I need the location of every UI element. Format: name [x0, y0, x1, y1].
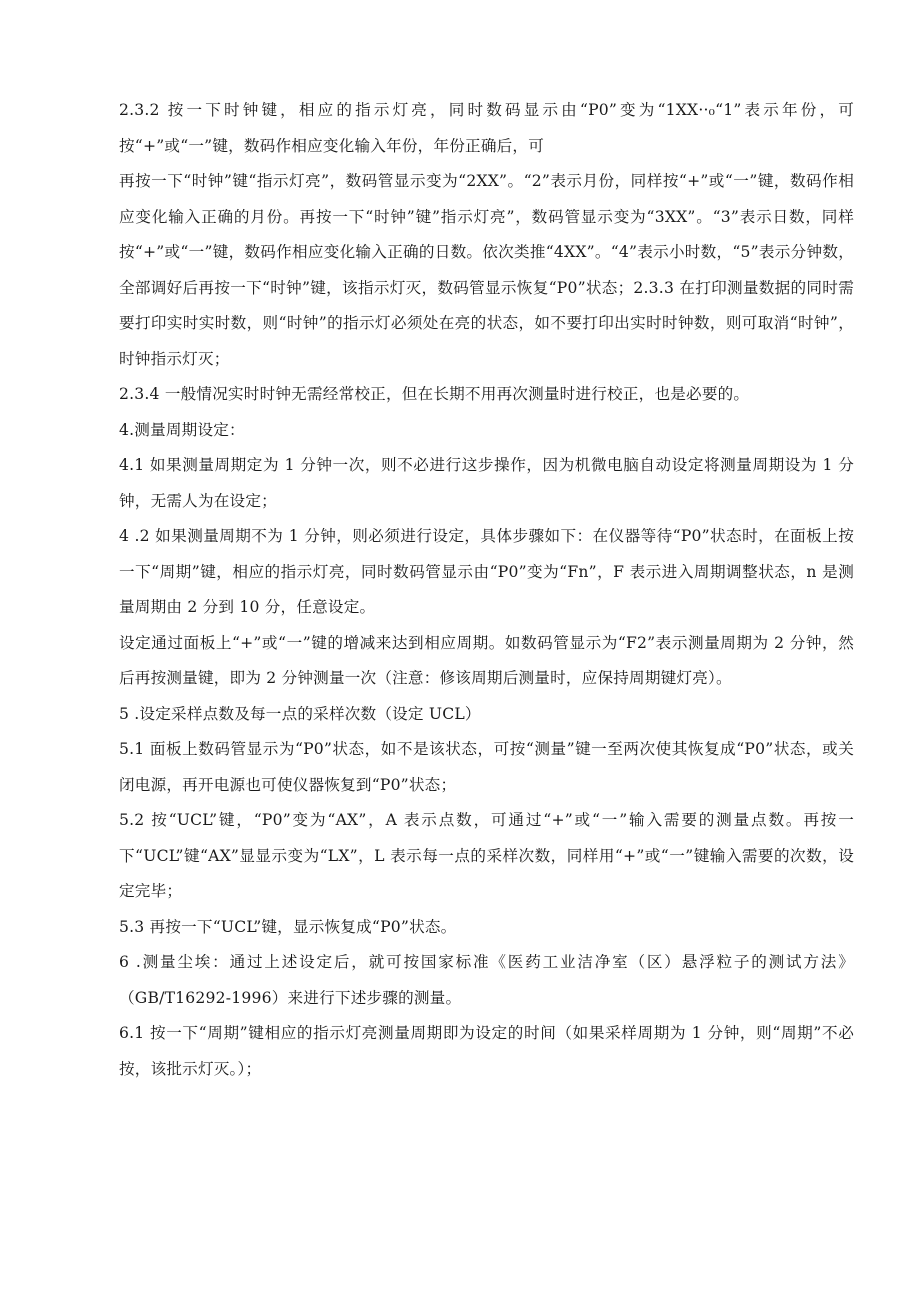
- heading-6-dust-measurement: 6 .测量尘埃：通过上述设定后，就可按国家标准《医药工业洁净室（区）悬浮粒子的测试方法》（GB/T16292-1996）来进行下述步骤的测量。: [119, 953, 854, 1007]
- paragraph-4-1: 4.1 如果测量周期定为 1 分钟一次，则不必进行这步操作，因为机微电脑自动设定将测量周期设为 1 分钟，无需人为在设定；: [119, 456, 854, 510]
- paragraph-6-1: 6.1 按一下“周期”键相应的指示灯亮测量周期即为设定的时间（如果采样周期为 1 分钟，则“周期”不必按，该批示灯灭。）；: [119, 1024, 854, 1078]
- paragraph-2-3-2: 2.3.2 按一下时钟键，相应的指示灯亮，同时数码显示由“P0”变为“1XX··₀“1”表示年份，可按“+”或“一”键，数码作相应变化输入年份，年份正确后，可: [119, 101, 854, 155]
- heading-5-ucl-setting: 5 .设定采样点数及每一点的采样次数（设定 UCL）: [119, 704, 481, 723]
- paragraph-2-3-4: 2.3.4 一般情况实时时钟无需经常校正，但在长期不用再次测量时进行校正，也是必要的。: [119, 385, 750, 403]
- paragraph-5-2: 5.2 按“UCL”键，“P0”变为“AX”，A 表示点数，可通过“+”或“一”输入需要的测量点数。再按一下“UCL”键“AX”显显示变为“LX”，L 表示每一点的采样次数，同样用“+”或“一”键输入需要的次数，设定完毕；: [119, 811, 854, 900]
- heading-4-period-setting: 4.测量周期设定：: [119, 420, 245, 439]
- paragraph-5-3: 5.3 再按一下“UCL”键，显示恢复成“P0”状态。: [119, 917, 457, 936]
- paragraph-5-1: 5.1 面板上数码管显示为“P0”状态，如不是该状态，可按“测量”键一至两次使其恢复成“P0”状态，或关闭电源，再开电源也可使仪器恢复到“P0”状态；: [119, 740, 854, 794]
- paragraph-4-2-continued: 设定通过面板上“+”或“一”键的增减来达到相应周期。如数码管显示为“F2”表示测量周期为 2 分钟，然后再按测量键，即为 2 分钟测量一次（注意：修该周期后测量时，应保持周期键灯亮）。: [119, 633, 854, 687]
- paragraph-4-2: 4 .2 如果测量周期不为 1 分钟，则必须进行设定，具体步骤如下：在仪器等待“P0”状态时，在面板上按一下“周期”键，相应的指示灯亮，同时数码管显示由“P0”变为“Fn”，F 表示进入周期调整状态，n 是测量周期由 2 分到 10 分，任意设定。: [119, 527, 854, 616]
- document-body: [119, 93, 854, 1087]
- paragraph-2-3-2-continued: 再按一下“时钟”键“指示灯亮”，数码管显示变为“2XX”。“2”表示月份，同样按“+”或“一”键，数码作相应变化输入正确的月份。再按一下“时钟”键”指示灯亮”，数码管显示变为“3XX”。“3”表示日数，同样按“+”或“一”键，数码作相应变化输入正确的日数。依次类推“4XX”。“4”表示小时数，“5”表示分钟数，全部调好后再按一下“时钟”键，该指示灯灭，数码管显示恢复“P0”状态；2.3.3 在打印测量数据的同时需要打印实时实时数，则“时钟”的指示灯必须处在亮的状态，如不要打印出实时时钟数，则可取消“时钟”，时钟指示灯灭；: [119, 172, 854, 368]
